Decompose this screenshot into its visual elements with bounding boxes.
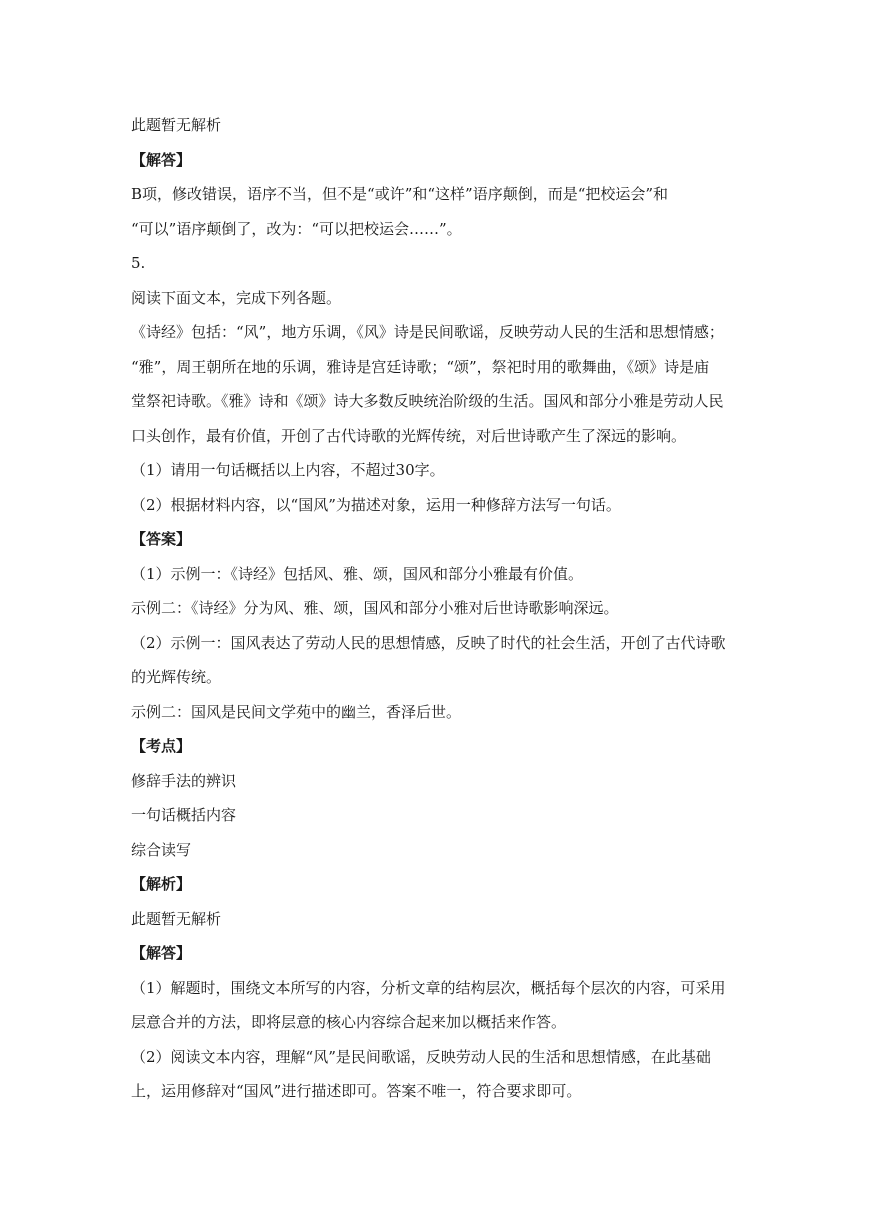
text-line: （1）请用一句话概括以上内容，不超过30字。 xyxy=(131,461,445,479)
text-line: 阅读下面文本，完成下列各题。 xyxy=(131,288,342,307)
text-line: 修辞手法的辨识 xyxy=(131,771,237,790)
section-heading: 【解答】 xyxy=(131,944,192,962)
text-line: （1）示例一：《诗经》包括风、雅、颂，国风和部分小雅最有价值。 xyxy=(131,564,584,583)
text-line: 此题暂无解析 xyxy=(131,116,222,134)
section-heading: 【解析】 xyxy=(131,875,192,893)
text-line: 此题暂无解析 xyxy=(131,909,222,928)
text-line: 5. xyxy=(131,254,146,272)
text-line: B项，修改错误，语序不当，但不是“或许”和“这样”语序颠倒，而是“把校运会”和 xyxy=(131,185,669,203)
text-line: （2）根据材料内容，以“国风”为描述对象，运用一种修辞方法写一句话。 xyxy=(131,495,621,514)
document-page xyxy=(131,108,741,1109)
text-line: 层意合并的方法，即将层意的核心内容综合起来加以概括来作答。 xyxy=(131,1013,567,1031)
section-heading: 【考点】 xyxy=(131,737,192,755)
text-line: “雅”，周王朝所在地的乐调，雅诗是宫廷诗歌；“颂”，祭祀时用的歌舞曲，《颂》诗是庙 xyxy=(131,357,710,376)
text-line: 一句话概括内容 xyxy=(131,806,237,824)
text-line: 的光辉传统。 xyxy=(131,668,222,686)
text-line: 上，运用修辞对“国风”进行描述即可。答案不唯一，符合要求即可。 xyxy=(131,1082,582,1100)
text-line: “可以”语序颠倒了，改为：“可以把校运会……”。 xyxy=(131,219,462,238)
text-line: （2）示例一：国风表达了劳动人民的思想情感，反映了时代的社会生活，开创了古代诗歌 xyxy=(131,633,726,652)
text-line: 示例二：《诗经》分为风、雅、颂，国风和部分小雅对后世诗歌影响深远。 xyxy=(131,599,619,617)
text-line: （2）阅读文本内容，理解“风”是民间歌谣，反映劳动人民的生活和思想情感，在此基础 xyxy=(131,1047,711,1066)
section-heading: 【答案】 xyxy=(131,530,192,548)
text-line: 堂祭祀诗歌。《雅》诗和《颂》诗大多数反映统治阶级的生活。国风和部分小雅是劳动人民 xyxy=(131,392,724,410)
text-line: 示例二：国风是民间文学苑中的幽兰，香泽后世。 xyxy=(131,702,462,721)
text-line: 《诗经》包括：“风”，地方乐调，《风》诗是民间歌谣，反映劳动人民的生活和思想情感； xyxy=(131,323,724,341)
text-line: 口头创作，最有价值，开创了古代诗歌的光辉传统，对后世诗歌产生了深远的影响。 xyxy=(131,426,687,445)
section-heading: 【解答】 xyxy=(131,150,192,169)
text-line: 综合读写 xyxy=(131,840,192,859)
text-line: （1）解题时，围绕文本所写的内容，分析文章的结构层次，概括每个层次的内容，可采用 xyxy=(131,978,726,997)
